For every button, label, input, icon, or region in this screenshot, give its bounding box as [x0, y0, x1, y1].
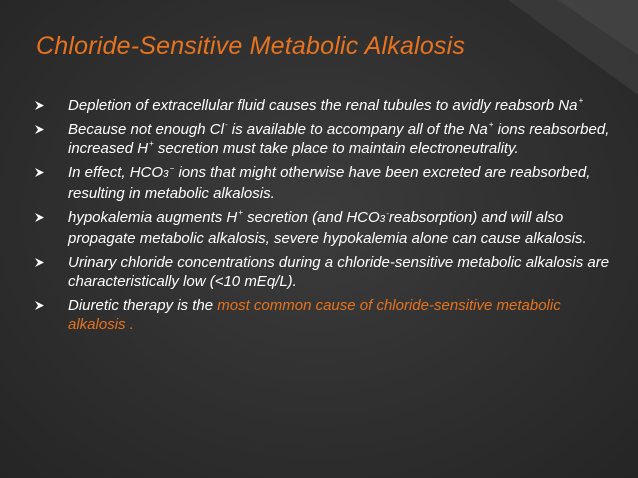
bullet-item: Diuretic therapy is the most common cause of chloride-sensitive metabolic alkalosis .	[34, 296, 614, 334]
arrowhead-bullet-icon	[34, 212, 45, 223]
arrowhead-bullet-icon	[34, 300, 45, 311]
bullet-item: hypokalemia augments H+ secretion (and HCO3-reabsorption) and will also propagate metabolic alkalosis, severe hypokalemia alone can cause alkalosis.	[34, 208, 614, 248]
arrowhead-bullet-icon	[34, 100, 45, 111]
bullet-item: In effect, HCO3− ions that might otherwise have been excreted are reabsorbed, resulting in metabolic alkalosis.	[34, 163, 614, 203]
highlighted-text: most common cause of chloride-sensitive metabolic alkalosis .	[68, 297, 561, 333]
bullet-item: Because not enough Cl- is available to accompany all of the Na+ ions reabsorbed, increased H+ secretion must take place to maintain electroneutrality.	[34, 120, 614, 158]
arrowhead-bullet-icon	[34, 257, 45, 268]
bullet-list	[34, 96, 614, 339]
bullet-item: Depletion of extracellular fluid causes the renal tubules to avidly reabsorb Na+	[34, 96, 614, 115]
slide-title: Chloride-Sensitive Metabolic Alkalosis	[36, 32, 466, 60]
arrowhead-bullet-icon	[34, 167, 45, 178]
arrowhead-bullet-icon	[34, 124, 45, 135]
bullet-item: Urinary chloride concentrations during a chloride-sensitive metabolic alkalosis are characteristically low (<10 mEq/L).	[34, 253, 614, 291]
